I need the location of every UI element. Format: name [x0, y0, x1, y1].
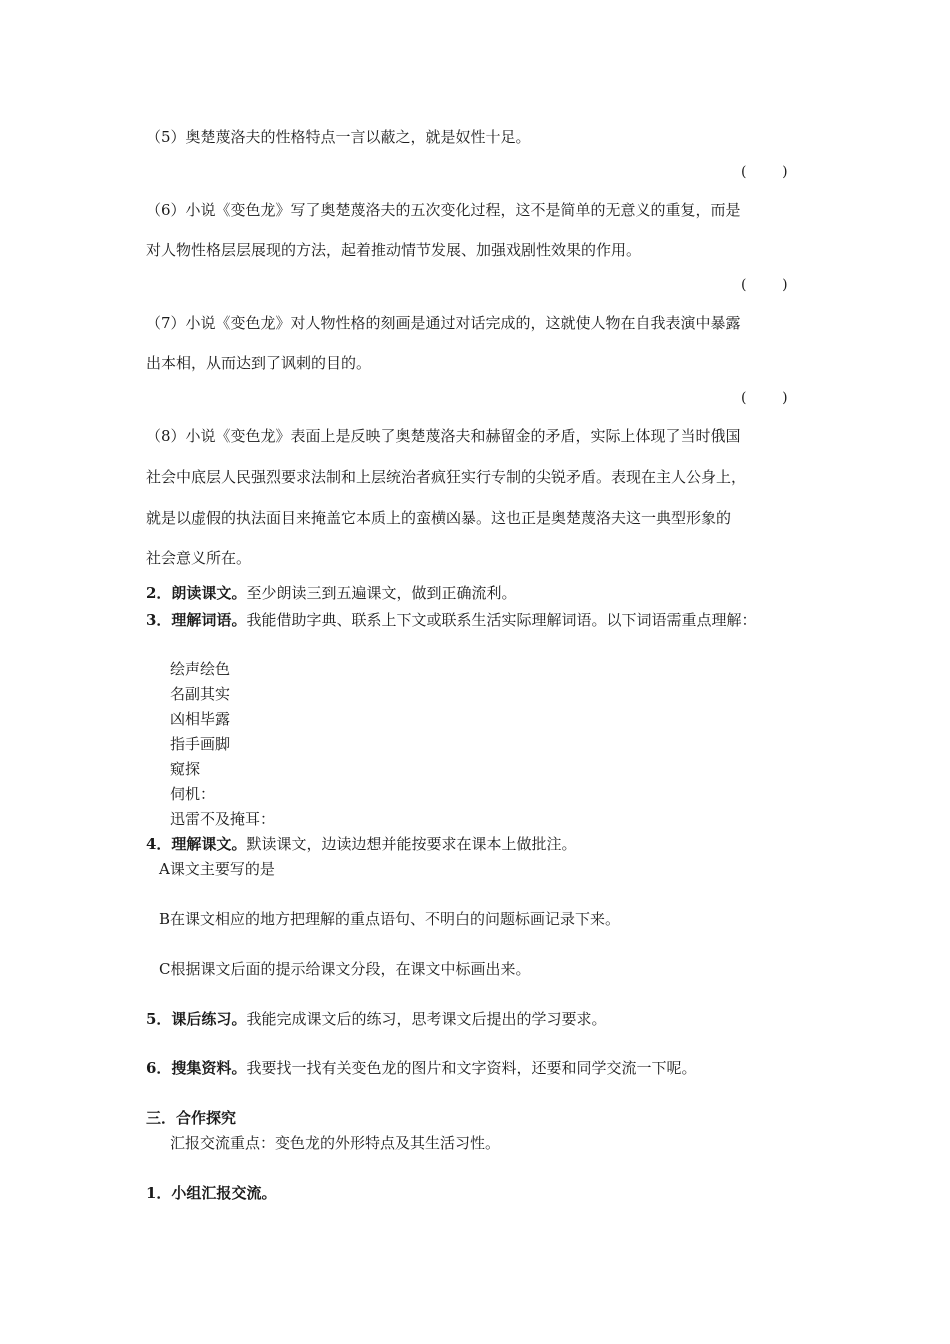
task-4	[146, 834, 576, 854]
question-5: （5）奥楚蔑洛夫的性格特点一言以蔽之，就是奴性十足。	[146, 128, 531, 146]
task-6	[146, 1058, 696, 1078]
answer-blank-5[interactable]: ( )	[741, 164, 788, 180]
question-8-line-4: 社会意义所在。	[146, 549, 252, 567]
task-3-heading: 3．理解词语。	[146, 611, 247, 629]
word-item: 绘声绘色	[170, 660, 231, 678]
word-item: 迅雷不及掩耳：	[170, 810, 276, 828]
section-3-title: 三．合作探究	[146, 1109, 237, 1127]
task-3	[146, 610, 756, 630]
task-3-body: 我能借助字典、联系上下文或联系生活实际理解词语。以下词语需重点理解：	[246, 611, 757, 629]
question-8-line-2: 社会中底层人民强烈要求法制和上层统治者疯狂实行专制的尖锐矛盾。表现在主人公身上，	[146, 468, 747, 486]
task-4-b: B在课文相应的地方把理解的重点语句、不明白的问题标画记录下来。	[159, 910, 621, 928]
task-2-heading: 2．朗读课文。	[146, 584, 247, 602]
task-6-body: 我要找一找有关变色龙的图片和文字资料，还要和同学交流一下呢。	[246, 1059, 697, 1077]
word-item: 窥探	[170, 760, 201, 778]
answer-blank-7[interactable]: ( )	[741, 390, 788, 406]
task-5-body: 我能完成课文后的练习，思考课文后提出的学习要求。	[246, 1010, 607, 1028]
question-7-line-2: 出本相，从而达到了讽刺的目的。	[146, 354, 372, 372]
question-7-line-1: （7）小说《变色龙》对人物性格的刻画是通过对话完成的，这就使人物在自我表演中暴露	[146, 314, 741, 332]
section-3-item-1: 1．小组汇报交流。	[146, 1184, 277, 1202]
task-4-body: 默读课文，边读边想并能按要求在课本上做批注。	[246, 835, 577, 853]
question-6-line-1: （6）小说《变色龙》写了奥楚蔑洛夫的五次变化过程，这不是简单的无意义的重复，而是	[146, 201, 741, 219]
task-4-heading: 4．理解课文。	[146, 835, 247, 853]
word-item: 名副其实	[170, 685, 231, 703]
question-6-line-2: 对人物性格层层展现的方法，起着推动情节发展、加强戏剧性效果的作用。	[146, 241, 642, 259]
task-5	[146, 1009, 606, 1029]
section-3-focus: 汇报交流重点：变色龙的外形特点及其生活习性。	[170, 1134, 501, 1152]
word-item: 指手画脚	[170, 735, 231, 753]
word-item: 伺机：	[170, 785, 216, 803]
word-item: 凶相毕露	[170, 710, 231, 728]
task-4-a: A课文主要写的是	[159, 860, 275, 878]
answer-blank-6[interactable]: ( )	[741, 277, 788, 293]
task-5-heading: 5．课后练习。	[146, 1010, 247, 1028]
task-2	[146, 583, 516, 603]
task-2-body: 至少朗读三到五遍课文，做到正确流利。	[246, 584, 517, 602]
task-4-c: C根据课文后面的提示给课文分段，在课文中标画出来。	[159, 960, 531, 978]
question-8-line-3: 就是以虚假的执法面目来掩盖它本质上的蛮横凶暴。这也正是奥楚蔑洛夫这一典型形象的	[146, 509, 732, 527]
question-8-line-1: （8）小说《变色龙》表面上是反映了奥楚蔑洛夫和赫留金的矛盾，实际上体现了当时俄国	[146, 427, 741, 445]
task-6-heading: 6．搜集资料。	[146, 1059, 247, 1077]
